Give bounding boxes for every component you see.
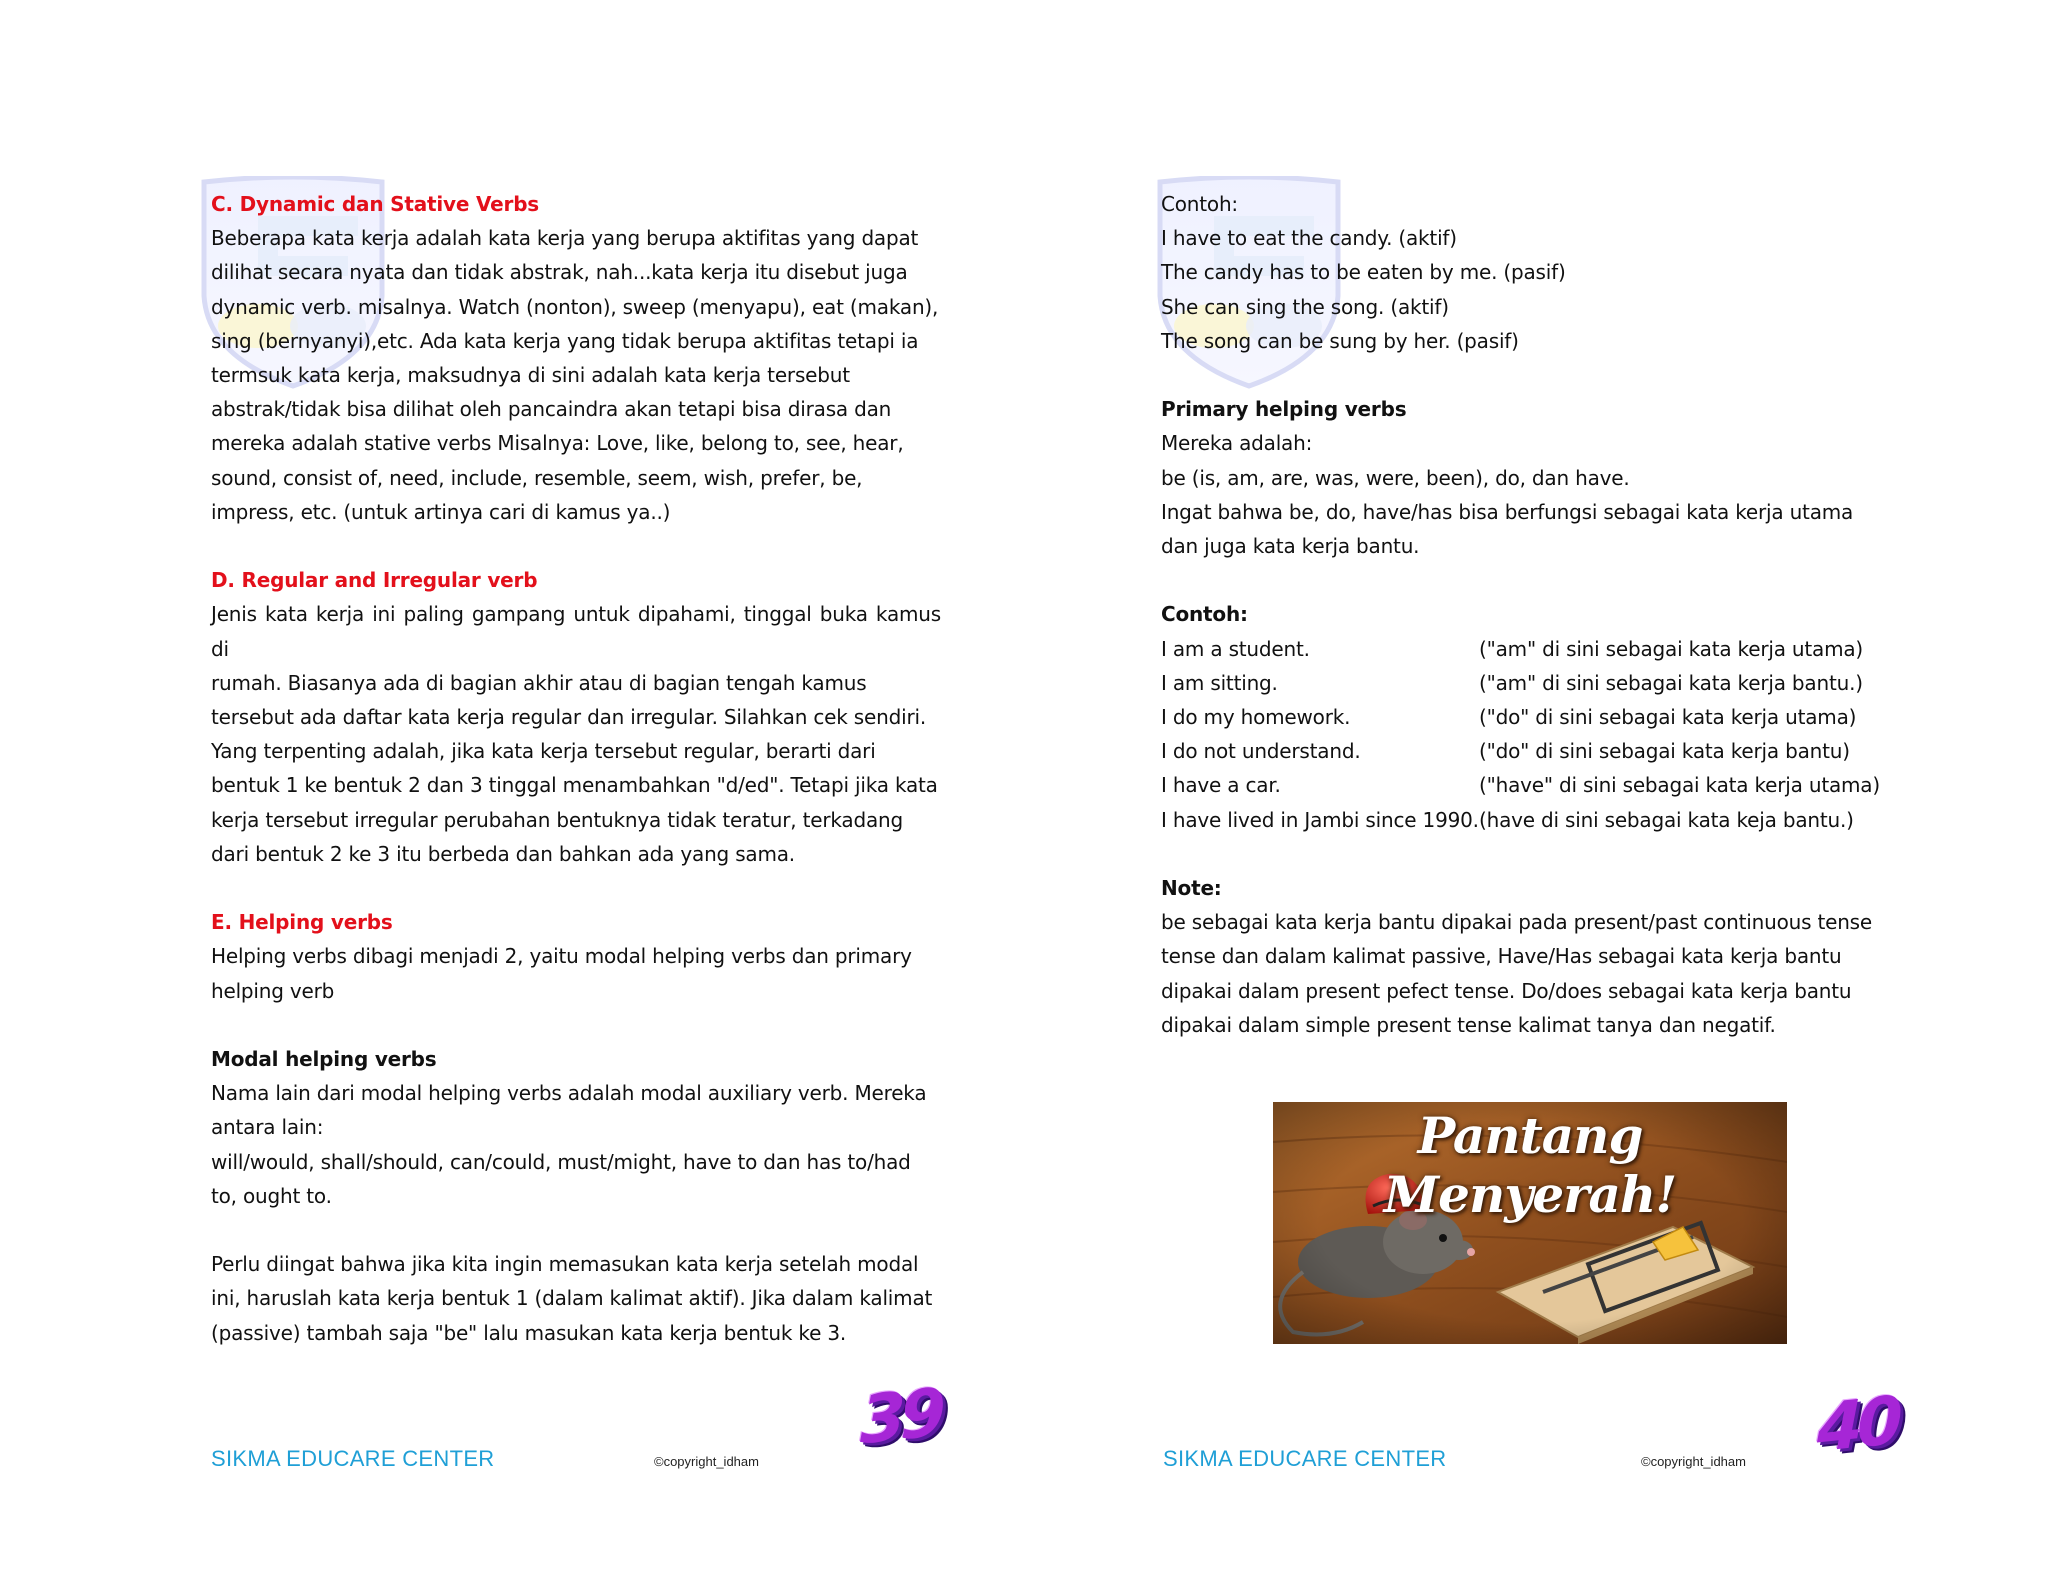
example-sentence: I do not understand. <box>1161 739 1361 764</box>
contoh-label: Contoh: <box>1161 192 1238 216</box>
page-number: 39 <box>860 1373 940 1460</box>
footer-copyright: ©copyright_idham <box>654 1454 759 1469</box>
primary-heading: Primary helping verbs <box>1161 397 1407 422</box>
left-page-content <box>211 187 941 1350</box>
modal-line: to, ought to. <box>211 1183 332 1208</box>
example-explanation: ("am" di sini sebagai kata kerja bantu.) <box>1479 670 1863 695</box>
right-page-content <box>1161 187 1921 1042</box>
section-d-line: Yang terpenting adalah, jika kata kerja tersebut regular, berarti dari <box>211 739 876 764</box>
example-line: She can sing the song. (aktif) <box>1161 294 1449 319</box>
section-c-line: dilihat secara nyata dan tidak abstrak, nah...kata kerja itu disebut juga <box>211 260 908 285</box>
example-sentence: I have lived in Jambi since 1990. <box>1161 807 1479 832</box>
modal-line: antara lain: <box>211 1115 324 1140</box>
section-d-line: Jenis kata kerja ini paling gampang untuk dipahami, tinggal buka kamus di <box>211 602 941 661</box>
example-explanation: ("am" di sini sebagai kata kerja utama) <box>1479 636 1864 661</box>
section-d-line: kerja tersebut irregular perubahan bentuknya tidak teratur, terkadang <box>211 807 903 832</box>
note-line: be sebagai kata kerja bantu dipakai pada present/past continuous tense <box>1161 910 1873 935</box>
example-explanation: ("do" di sini sebagai kata kerja bantu) <box>1479 739 1850 764</box>
primary-line: dan juga kata kerja bantu. <box>1161 534 1420 559</box>
example-sentence: I am a student. <box>1161 636 1310 661</box>
example-sentence: I am sitting. <box>1161 670 1278 695</box>
section-c-line: sound, consist of, need, include, resemble, seem, wish, prefer, be, <box>211 465 863 490</box>
section-e-line: helping verb <box>211 978 335 1003</box>
primary-line: Mereka adalah: <box>1161 431 1313 456</box>
contoh-table-label: Contoh: <box>1161 602 1248 627</box>
example-line: The candy has to be eaten by me. (pasif) <box>1161 260 1566 285</box>
section-c-line: dynamic verb. misalnya. Watch (nonton), sweep (menyapu), eat (makan), <box>211 294 939 319</box>
example-explanation: ("have" di sini sebagai kata kerja utama) <box>1479 773 1880 798</box>
example-explanation: ("do" di sini sebagai kata kerja utama) <box>1479 705 1857 730</box>
section-d-line: tersebut ada daftar kata kerja regular dan irregular. Silahkan cek sendiri. <box>211 705 926 730</box>
section-c-line: Beberapa kata kerja adalah kata kerja yang berupa aktifitas yang dapat <box>211 226 919 251</box>
primary-line: Ingat bahwa be, do, have/has bisa berfungsi sebagai kata kerja utama <box>1161 499 1854 524</box>
modal-line: will/would, shall/should, can/could, must/might, have to dan has to/had <box>211 1149 911 1174</box>
example-line: I have to eat the candy. (aktif) <box>1161 226 1457 251</box>
page-number: 40 <box>1817 1381 1897 1468</box>
primary-line: be (is, am, are, was, were, been), do, dan have. <box>1161 465 1630 490</box>
note-line: tense dan dalam kalimat passive, Have/Has sebagai kata kerja bantu <box>1161 944 1842 969</box>
motivational-photo <box>1273 1102 1787 1344</box>
examples-table <box>1161 632 1921 837</box>
section-c-line: sing (bernyanyi),etc. Ada kata kerja yang tidak berupa aktifitas tetapi ia <box>211 328 919 353</box>
example-sentence: I have a car. <box>1161 773 1281 798</box>
note-line: dipakai dalam present pefect tense. Do/does sebagai kata kerja bantu <box>1161 978 1852 1003</box>
section-d-line: bentuk 1 ke bentuk 2 dan 3 tinggal menambahkan "d/ed". Tetapi jika kata <box>211 773 938 798</box>
section-c-line: abstrak/tidak bisa dilihat oleh pancaindra akan tetapi bisa dirasa dan <box>211 397 892 422</box>
footer-publisher: SIKMA EDUCARE CENTER <box>1163 1446 1447 1471</box>
section-c-line: impress, etc. (untuk artinya cari di kamus ya..) <box>211 499 671 524</box>
photo-caption: Pantang Menyerah! <box>1383 1106 1677 1224</box>
modal-note-line: Perlu diingat bahwa jika kita ingin memasukan kata kerja setelah modal <box>211 1252 919 1277</box>
section-c-line: mereka adalah stative verbs Misalnya: Love, like, belong to, see, hear, <box>211 431 904 456</box>
modal-note-line: (passive) tambah saja "be" lalu masukan kata kerja bentuk ke 3. <box>211 1320 847 1345</box>
example-line: The song can be sung by her. (pasif) <box>1161 328 1519 353</box>
section-e-line: Helping verbs dibagi menjadi 2, yaitu modal helping verbs dan primary <box>211 944 912 969</box>
modal-note-line: ini, haruslah kata kerja bentuk 1 (dalam kalimat aktif). Jika dalam kalimat <box>211 1286 933 1311</box>
footer-copyright: ©copyright_idham <box>1641 1454 1746 1469</box>
note-heading: Note: <box>1161 876 1222 901</box>
section-d-line: rumah. Biasanya ada di bagian akhir atau di bagian tengah kamus <box>211 670 867 695</box>
section-c-line: termsuk kata kerja, maksudnya di sini adalah kata kerja tersebut <box>211 363 850 388</box>
section-d-heading: D. Regular and Irregular verb <box>211 568 538 593</box>
example-explanation: (have di sini sebagai kata keja bantu.) <box>1479 807 1854 832</box>
footer-publisher: SIKMA EDUCARE CENTER <box>211 1446 495 1471</box>
right-page <box>1024 0 2048 1582</box>
section-c-heading: C. Dynamic dan Stative Verbs <box>211 192 540 216</box>
section-e-heading: E. Helping verbs <box>211 910 393 935</box>
modal-heading: Modal helping verbs <box>211 1047 437 1072</box>
modal-line: Nama lain dari modal helping verbs adalah modal auxiliary verb. Mereka <box>211 1081 927 1106</box>
section-d-line: dari bentuk 2 ke 3 itu berbeda dan bahkan ada yang sama. <box>211 841 795 866</box>
note-line: dipakai dalam simple present tense kalimat tanya dan negatif. <box>1161 1012 1776 1037</box>
example-sentence: I do my homework. <box>1161 705 1351 730</box>
